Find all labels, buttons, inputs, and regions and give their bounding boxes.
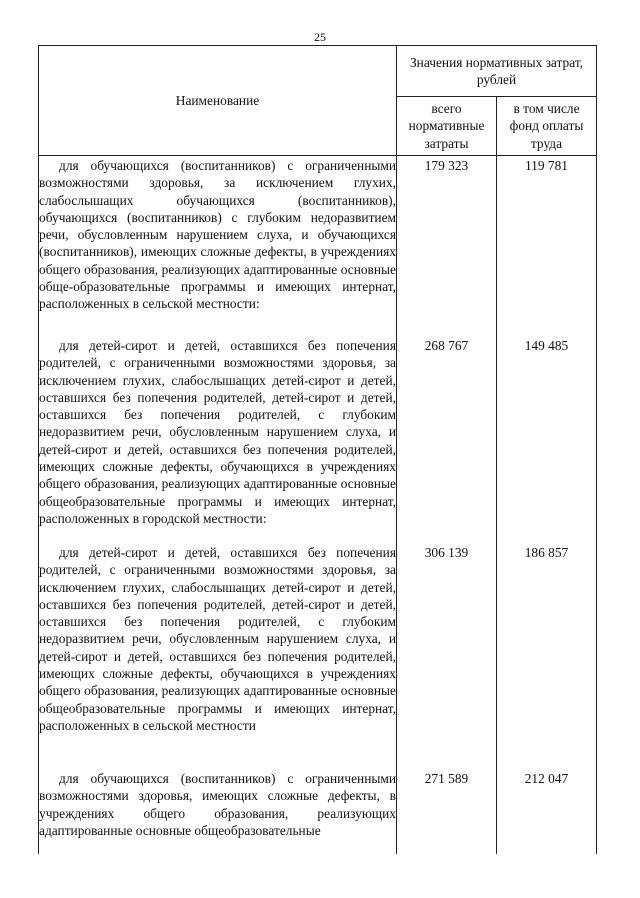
table-row xyxy=(39,544,597,770)
row-name: для обучающихся (воспитанников) с ограниченными возможностями здоровья, имеющих сложные дефекты, в учреждениях общего образования, реализующих адаптированные основные общеобразовательные xyxy=(39,770,397,854)
row-total-cost: 306 139 xyxy=(397,544,497,770)
table-row xyxy=(39,156,597,338)
row-total-cost: 179 323 xyxy=(397,156,497,338)
row-wage-fund: 149 485 xyxy=(497,337,597,544)
column-header-name: Наименование xyxy=(39,46,397,156)
row-name: для детей-сирот и детей, оставшихся без попечения родителей, с ограниченными возможностями здоровья, за исключением глухих, слабослышащих детей-сирот и детей, оставшихся без попечения родителей, детей-сирот и детей, оставшихся без попечения родителей, с глубоким недоразвитием речи, обусловленным нарушением слуха, и детей-сирот и детей, оставшихся без попечения родителей, имеющих сложные дефекты, обучающихся в учреждениях общего образования, реализующих адаптированные основные общеобразовательные программы и имеющих интернат, расположенных в сельской местности xyxy=(39,544,397,770)
row-wage-fund: 212 047 xyxy=(497,770,597,854)
table-body xyxy=(39,156,597,855)
row-name: для детей-сирот и детей, оставшихся без попечения родителей, с ограниченными возможностями здоровья, за исключением глухих, слабослышащих детей-сирот и детей, оставшихся без попечения родителей, детей-сирот и детей, оставшихся без попечения родителей, с глубоким недоразвитием речи, обусловленным нарушением слуха, и детей-сирот и детей, оставшихся без попечения родителей, имеющих сложные дефекты, обучающихся в учреждениях общего образования, реализующих адаптированные основные общеобразовательные программы и имеющих интернат, расположенных в городской местности: xyxy=(39,337,397,544)
column-header-total: всего нормативные затраты xyxy=(397,97,497,156)
table-row xyxy=(39,337,597,544)
row-total-cost: 268 767 xyxy=(397,337,497,544)
row-wage-fund: 186 857 xyxy=(497,544,597,770)
row-name: для обучающихся (воспитанников) с ограниченными возможностями здоровья, за исключением глухих, слабослышащих обучающихся (воспитанников), обучающихся (воспитанников) с глубоким недоразвитием речи, обусловленным нарушением слуха, и обучающихся (воспитанников), имеющих сложные дефекты, в учреждениях общего образования, реализующих адаптированные основные обще-образовательные программы и имеющих интернат, расположенных в сельской местности: xyxy=(39,156,397,338)
column-header-values: Значения нормативных затрат, рублей xyxy=(397,46,597,97)
page-number: 25 xyxy=(314,30,326,44)
table-row xyxy=(39,770,597,854)
row-wage-fund: 119 781 xyxy=(497,156,597,338)
normative-costs-table xyxy=(38,45,597,854)
column-header-wage-fund: в том числе фонд оплаты труда xyxy=(497,97,597,156)
table-header xyxy=(39,46,597,156)
row-total-cost: 271 589 xyxy=(397,770,497,854)
